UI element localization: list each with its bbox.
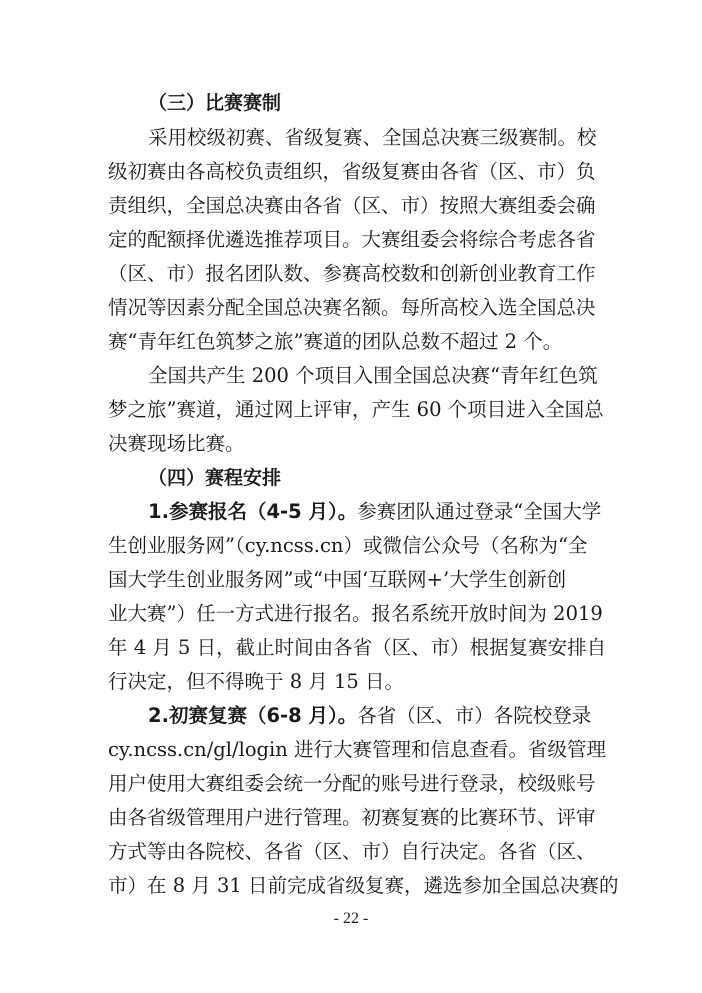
paragraph-line: 责组织，全国总决赛由各省（区、市）按照大赛组委会确 bbox=[108, 194, 596, 217]
section-heading-competition-format: （三）比赛赛制 bbox=[148, 92, 282, 114]
paragraph-line: 方式等由各院校、各省（区、市）自行决定。各省（区、 bbox=[108, 840, 596, 863]
paragraph-line: 赛“青年红色筑梦之旅”赛道的团队总数不超过 2 个。 bbox=[108, 330, 563, 353]
paragraph-line: 国大学生创业服务网”或“中国‘互联网+’大学生创新创 bbox=[108, 568, 567, 591]
item-registration-title: 1.参赛报名（4-5 月）。 bbox=[148, 500, 358, 523]
paragraph-line: 年 4 月 5 日，截止时间由各省（区、市）根据复赛安排自 bbox=[108, 636, 607, 659]
paragraph-line: 由各省级管理用户进行管理。初赛复赛的比赛环节、评审 bbox=[108, 806, 596, 829]
paragraph-line: （区、市）报名团队数、参赛高校数和创新创业教育工作 bbox=[108, 262, 596, 285]
page-number: - 22 - bbox=[333, 910, 369, 927]
paragraph-line: 市）在 8 月 31 日前完成省级复赛，遴选参加全国总决赛的 bbox=[108, 874, 619, 897]
item-preliminary-title: 2.初赛复赛（6-8 月）。 bbox=[148, 704, 358, 727]
paragraph-line: 梦之旅”赛道，通过网上评审，产生 60 个项目进入全国总 bbox=[108, 398, 604, 421]
paragraph-line: 行决定，但不得晚于 8 月 15 日。 bbox=[108, 670, 405, 693]
item-registration-first-line bbox=[148, 500, 601, 524]
item-registration-text: 参赛团队通过登录“全国大学 bbox=[357, 500, 602, 523]
paragraph-line: 决赛现场比赛。 bbox=[108, 432, 245, 455]
paragraph-line: 业大赛”）任一方式进行报名。报名系统开放时间为 2019 bbox=[108, 602, 603, 625]
item-preliminary-first-line bbox=[148, 704, 591, 728]
paragraph-line: 采用校级初赛、省级复赛、全国总决赛三级赛制。校 bbox=[148, 126, 597, 149]
paragraph-line: 用户使用大赛组委会统一分配的账号进行登录，校级账号 bbox=[108, 772, 596, 795]
paragraph-line: 级初赛由各高校负责组织，省级复赛由各省（区、市）负 bbox=[108, 160, 596, 183]
paragraph-line: 定的配额择优遴选推荐项目。大赛组委会将综合考虑各省 bbox=[108, 228, 596, 251]
item-preliminary-text: 各省（区、市）各院校登录 bbox=[357, 704, 592, 727]
section-heading-schedule: （四）赛程安排 bbox=[148, 467, 282, 489]
paragraph-line: 全国共产生 200 个项目入围全国总决赛“青年红色筑 bbox=[148, 364, 598, 387]
paragraph-line: 生创业服务网”（cy.ncss.cn）或微信公众号（名称为“全 bbox=[108, 534, 588, 557]
paragraph-line: 情况等因素分配全国总决赛名额。每所高校入选全国总决 bbox=[108, 296, 596, 319]
paragraph-line: cy.ncss.cn/gl/login 进行大赛管理和信息查看。省级管理 bbox=[108, 738, 607, 761]
